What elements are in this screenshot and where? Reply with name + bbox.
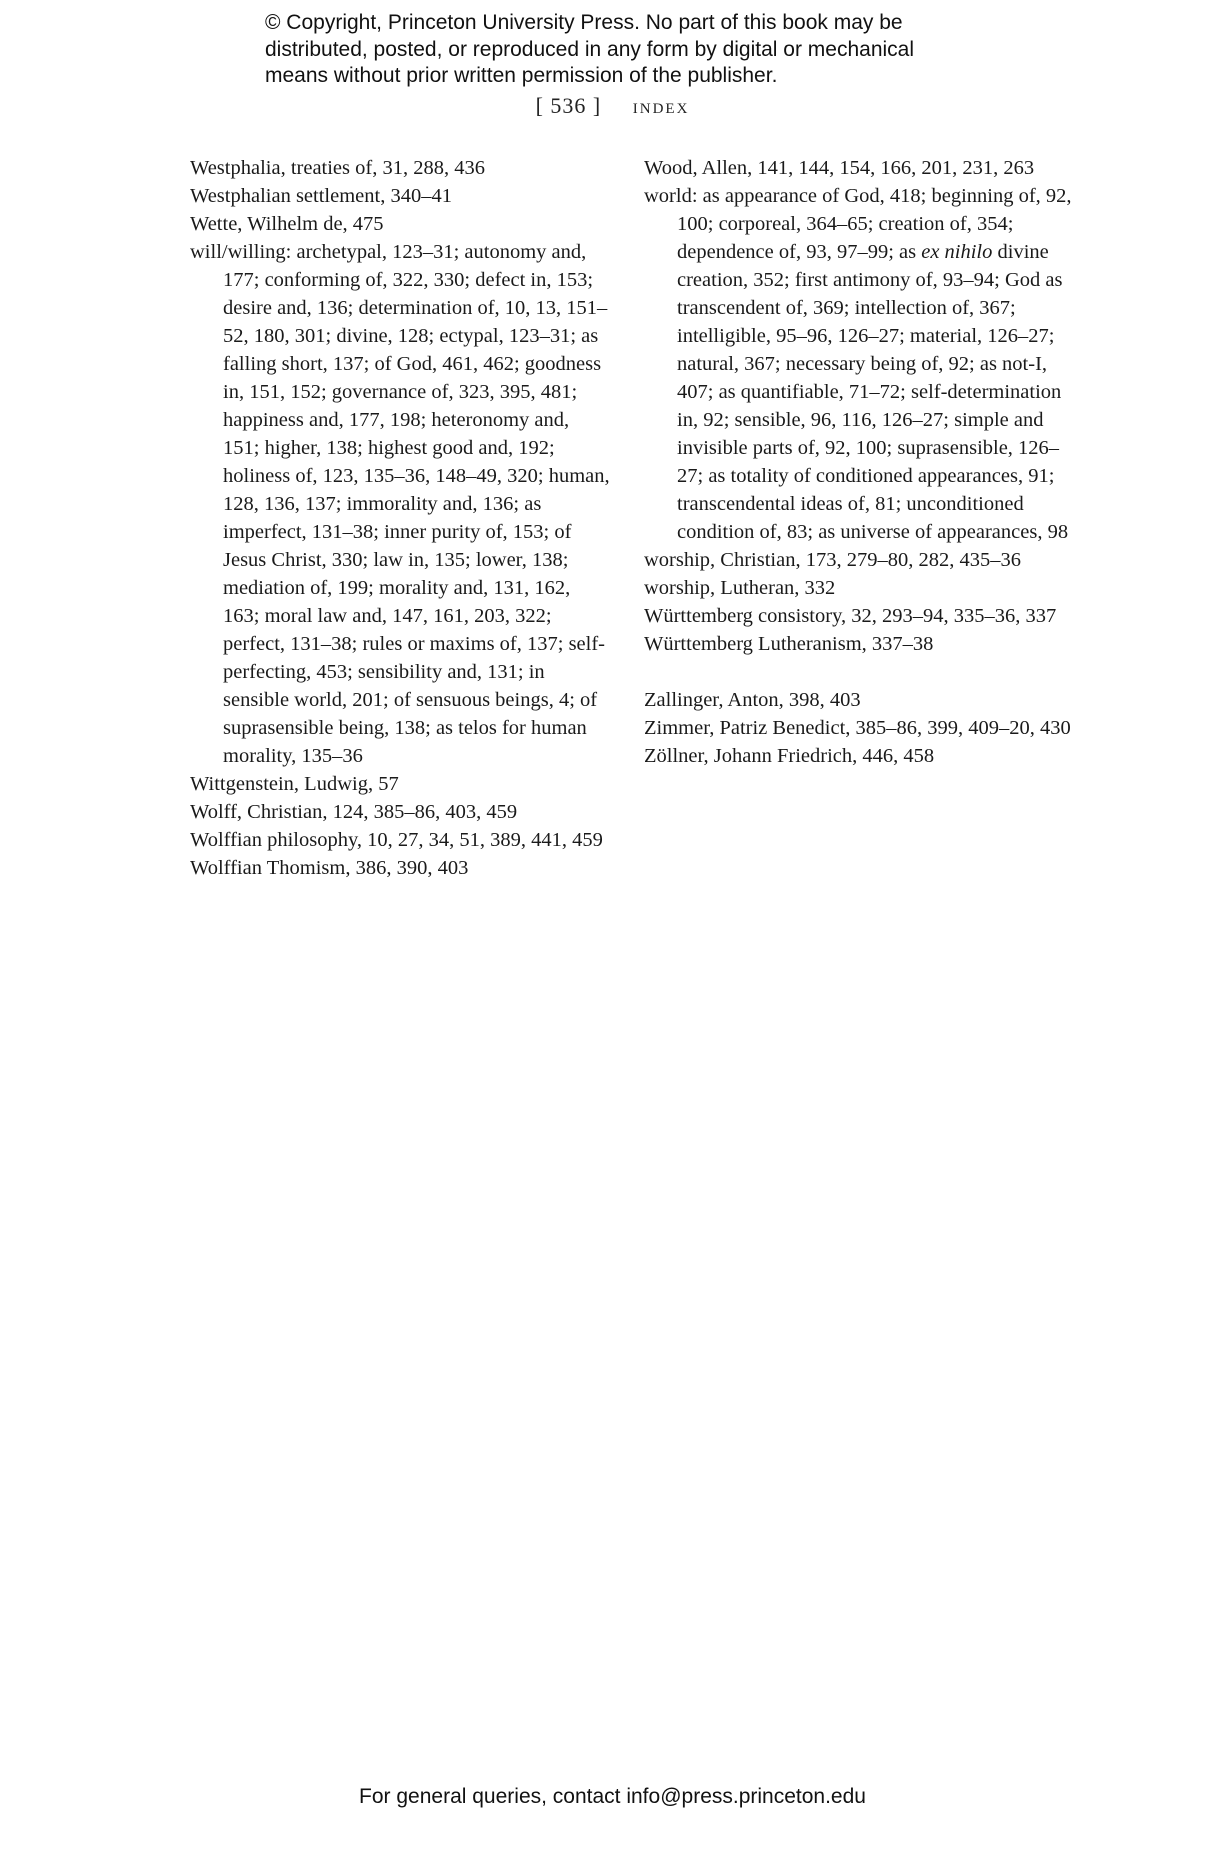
index-entry <box>644 182 1074 546</box>
index-entry: Wolffian philosophy, 10, 27, 34, 51, 389, 441, 459 <box>190 829 603 851</box>
index-entry: Wood, Allen, 141, 144, 154, 166, 201, 231, 263 <box>644 157 1035 179</box>
index-entry: Zöllner, Johann Friedrich, 446, 458 <box>644 745 935 767</box>
index-column-right <box>644 154 1074 770</box>
index-entry: worship, Christian, 173, 279–80, 282, 435–36 <box>644 549 1021 571</box>
index-entry: Wittgenstein, Ludwig, 57 <box>190 773 399 795</box>
copyright-line: © Copyright, Princeton University Press. No part of this book may be <box>265 11 903 34</box>
index-entry: Zallinger, Anton, 398, 403 <box>644 689 861 711</box>
copyright-line: distributed, posted, or reproduced in any form by digital or mechanical <box>265 37 915 61</box>
index-entry: Westphalia, treaties of, 31, 288, 436 <box>190 157 485 179</box>
entry-text: world: as appearance of God, 418; beginning of, 92, 100; corporeal, 364–65; creation of, 354; dependence of, 93, 97–99; as <box>644 185 1072 263</box>
index-entry: Württemberg Lutheranism, 337–38 <box>644 633 934 655</box>
entry-text: divine creation, 352; first antimony of, 93–94; God as transcendent of, 369; intellection of, 367; intelligible, 95–96, 126–27; material, 126–27; natural, 367; necessary being of, 92; as not-I, 407; as quantifiable, 71–72; self-determination in, 92; sensible, 96, 116, 126–27; simple and invisible parts of, 92, 100; suprasensible, 126–27; as totality of conditioned appearances, 91; transcendental ideas of, 81; unconditioned condition of, 83; as universe of appearances, 98 <box>677 241 1069 543</box>
footer-contact: For general queries, contact info@press.princeton.edu <box>359 1785 866 1808</box>
index-entry: Wolffian Thomism, 386, 390, 403 <box>190 857 469 879</box>
index-entry: Wette, Wilhelm de, 475 <box>190 213 384 235</box>
section-title: index <box>632 93 690 118</box>
running-head <box>0 92 1225 120</box>
copyright-line: means without prior written permission of the publisher. <box>265 64 778 87</box>
index-entry: will/willing: archetypal, 123–31; autonomy and, 177; conforming of, 322, 330; defect in, 153; desire and, 136; determination of, 10, 13, 151–52, 180, 301; divine, 128; ectypal, 123–31; as falling short, 137; of God, 461, 462; goodness in, 151, 152; governance of, 323, 395, 481; happiness and, 177, 198; heteronomy and, 151; higher, 138; highest good and, 192; holiness of, 123, 135–36, 148–49, 320; human, 128, 136, 137; immorality and, 136; as imperfect, 131–38; inner purity of, 153; of Jesus Christ, 330; law in, 135; lower, 138; mediation of, 199; morality and, 131, 162, 163; moral law and, 147, 161, 203, 322; perfect, 131–38; rules or maxims of, 137; self-perfecting, 453; sensibility and, 131; in sensible world, 201; of sensuous beings, 4; of suprasensible being, 138; as telos for human morality, 135–36 <box>190 241 610 767</box>
copyright-notice <box>265 10 965 90</box>
index-entry: Württemberg consistory, 32, 293–94, 335–36, 337 <box>644 605 1057 627</box>
entry-italic: ex nihilo <box>921 241 993 263</box>
page-number: [ 536 ] <box>535 93 602 118</box>
index-column-left <box>190 154 610 882</box>
index-entry: Zimmer, Patriz Benedict, 385–86, 399, 409–20, 430 <box>644 717 1071 739</box>
index-entry: Westphalian settlement, 340–41 <box>190 185 452 207</box>
index-entry: worship, Lutheran, 332 <box>644 577 836 599</box>
index-entry: Wolff, Christian, 124, 385–86, 403, 459 <box>190 801 518 823</box>
